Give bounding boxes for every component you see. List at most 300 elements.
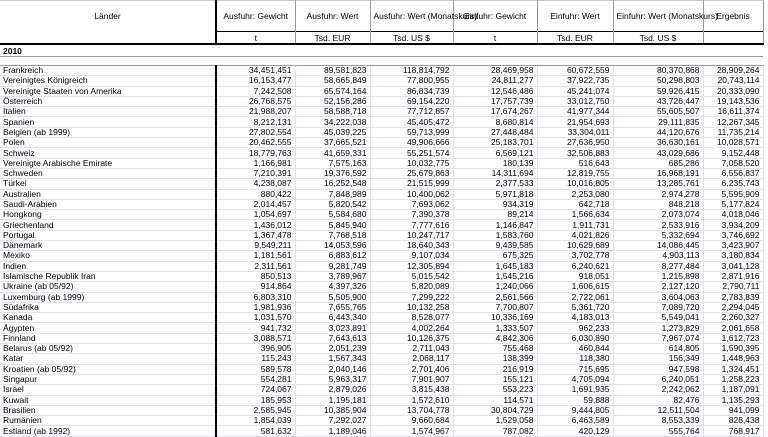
cell-ausfuhr-wert[interactable]: 1,195,181 (295, 395, 370, 405)
cell-ergebnis[interactable]: 20,743,114 (703, 76, 763, 86)
cell-ergebnis[interactable]: 19,143,536 (703, 96, 763, 106)
cell-einfuhr-wert[interactable]: 5,361,720 (537, 302, 613, 312)
cell-ergebnis[interactable]: 12,267,345 (703, 117, 763, 127)
cell-ausfuhr-gewicht[interactable]: 4,238,087 (216, 179, 295, 189)
cell-ausfuhr-wert-monatskurs[interactable]: 18,640,343 (370, 241, 453, 251)
cell-einfuhr-gewicht[interactable]: 5,971,818 (453, 189, 537, 199)
cell-einfuhr-wert[interactable]: 6,030,890 (537, 333, 613, 343)
cell-ausfuhr-wert[interactable]: 5,845,940 (295, 220, 370, 230)
cell-einfuhr-wert[interactable]: 37,922,735 (537, 76, 613, 86)
cell-einfuhr-gewicht[interactable]: 8,680,814 (453, 117, 537, 127)
cell-einfuhr-gewicht[interactable]: 89,214 (453, 210, 537, 220)
cell-land[interactable]: Belarus (ab 05/92) (0, 344, 216, 354)
cell-ausfuhr-wert[interactable]: 5,963,317 (295, 374, 370, 384)
cell-ausfuhr-wert-monatskurs[interactable]: 118,814,792 (370, 66, 453, 76)
cell-ausfuhr-wert-monatskurs[interactable]: 10,132,258 (370, 302, 453, 312)
cell-ausfuhr-wert[interactable]: 65,574,164 (295, 86, 370, 96)
cell-ergebnis[interactable]: 2,871,916 (703, 271, 763, 281)
cell-land[interactable]: Kuwait (0, 395, 216, 405)
cell-ausfuhr-wert[interactable]: 19,376,592 (295, 168, 370, 178)
header-ausfuhr-gewicht[interactable]: Ausfuhr: Gewicht (216, 1, 295, 32)
cell-einfuhr-wert-monatskurs[interactable]: 2,127,120 (613, 282, 703, 292)
cell-land[interactable]: Islamische Republik Iran (0, 271, 216, 281)
cell-einfuhr-gewicht[interactable]: 28,469,958 (453, 66, 537, 76)
header-einfuhr-wert[interactable]: Einfuhr: Wert (537, 1, 613, 32)
cell-ergebnis[interactable]: 6,556,837 (703, 168, 763, 178)
cell-einfuhr-wert[interactable]: 45,241,074 (537, 86, 613, 96)
year-label[interactable]: 2010 (0, 44, 763, 57)
cell-ausfuhr-gewicht[interactable]: 6,803,310 (216, 292, 295, 302)
cell-einfuhr-wert[interactable]: 460,844 (537, 344, 613, 354)
cell-einfuhr-gewicht[interactable]: 1,645,183 (453, 261, 537, 271)
header-einfuhr-wert-monatskurs[interactable]: Einfuhr: Wert (Monatskurs) (613, 1, 703, 32)
cell-ausfuhr-wert[interactable]: 41,659,331 (295, 148, 370, 158)
cell-ergebnis[interactable]: 11,735,214 (703, 127, 763, 137)
cell-ausfuhr-wert[interactable]: 7,848,989 (295, 189, 370, 199)
cell-ausfuhr-wert[interactable]: 58,588,718 (295, 107, 370, 117)
cell-einfuhr-wert-monatskurs[interactable]: 2,073,074 (613, 210, 703, 220)
cell-ausfuhr-wert[interactable]: 5,584,680 (295, 210, 370, 220)
cell-ausfuhr-gewicht[interactable]: 185,953 (216, 395, 295, 405)
cell-ergebnis[interactable]: 3,934,209 (703, 220, 763, 230)
cell-land[interactable]: Indien (0, 261, 216, 271)
cell-ausfuhr-wert-monatskurs[interactable]: 5,820,089 (370, 282, 453, 292)
cell-ergebnis[interactable]: 3,041,128 (703, 261, 763, 271)
cell-ausfuhr-gewicht[interactable]: 26,768,575 (216, 96, 295, 106)
cell-einfuhr-wert-monatskurs[interactable]: 6,240,051 (613, 374, 703, 384)
cell-ausfuhr-gewicht[interactable]: 1,367,478 (216, 230, 295, 240)
cell-land[interactable]: Österreich (0, 96, 216, 106)
cell-einfuhr-wert[interactable]: 2,722,061 (537, 292, 613, 302)
cell-ergebnis[interactable]: 6,235,743 (703, 179, 763, 189)
cell-einfuhr-gewicht[interactable]: 787,082 (453, 426, 537, 436)
cell-einfuhr-wert-monatskurs[interactable]: 614,805 (613, 344, 703, 354)
cell-einfuhr-wert-monatskurs[interactable]: 44,120,676 (613, 127, 703, 137)
cell-einfuhr-wert[interactable]: 32,506,883 (537, 148, 613, 158)
cell-einfuhr-wert[interactable]: 516,643 (537, 158, 613, 168)
cell-einfuhr-wert[interactable]: 6,240,621 (537, 261, 613, 271)
cell-ausfuhr-wert[interactable]: 7,768,518 (295, 230, 370, 240)
cell-einfuhr-wert-monatskurs[interactable]: 7,967,074 (613, 333, 703, 343)
cell-einfuhr-gewicht[interactable]: 25,183,701 (453, 138, 537, 148)
cell-einfuhr-wert[interactable]: 715,695 (537, 364, 613, 374)
cell-ergebnis[interactable]: 1,590,395 (703, 344, 763, 354)
cell-ergebnis[interactable]: 1,187,091 (703, 385, 763, 395)
cell-land[interactable]: Griechenland (0, 220, 216, 230)
cell-land[interactable]: Saudi-Arabien (0, 199, 216, 209)
cell-ausfuhr-gewicht[interactable]: 21,988,207 (216, 107, 295, 117)
cell-ausfuhr-wert-monatskurs[interactable]: 13,704,778 (370, 405, 453, 415)
cell-ausfuhr-gewicht[interactable]: 396,905 (216, 344, 295, 354)
cell-ergebnis[interactable]: 3,746,692 (703, 230, 763, 240)
cell-einfuhr-wert-monatskurs[interactable]: 2,242,062 (613, 385, 703, 395)
cell-ausfuhr-wert[interactable]: 16,252,548 (295, 179, 370, 189)
cell-ausfuhr-wert[interactable]: 2,040,146 (295, 364, 370, 374)
cell-ausfuhr-gewicht[interactable]: 34,451,451 (216, 66, 295, 76)
cell-land[interactable]: Schweden (0, 168, 216, 178)
cell-ausfuhr-wert-monatskurs[interactable]: 77,712,857 (370, 107, 453, 117)
cell-einfuhr-wert-monatskurs[interactable]: 5,549,041 (613, 313, 703, 323)
cell-ergebnis[interactable]: 828,438 (703, 416, 763, 426)
cell-ausfuhr-gewicht[interactable]: 1,166,981 (216, 158, 295, 168)
cell-ergebnis[interactable]: 7,058,520 (703, 158, 763, 168)
cell-ausfuhr-wert[interactable]: 45,039,225 (295, 127, 370, 137)
cell-ausfuhr-gewicht[interactable]: 2,585,945 (216, 405, 295, 415)
cell-ausfuhr-wert-monatskurs[interactable]: 10,247,717 (370, 230, 453, 240)
cell-land[interactable]: Rumänien (0, 416, 216, 426)
cell-einfuhr-gewicht[interactable]: 6,569,121 (453, 148, 537, 158)
cell-einfuhr-wert[interactable]: 59,888 (537, 395, 613, 405)
cell-land[interactable]: Vereinigtes Königreich (0, 76, 216, 86)
cell-einfuhr-wert[interactable]: 9,444,805 (537, 405, 613, 415)
cell-einfuhr-gewicht[interactable]: 1,240,066 (453, 282, 537, 292)
cell-einfuhr-wert[interactable]: 1,911,731 (537, 220, 613, 230)
header-ausfuhr-wert-monatskurs[interactable]: Ausfuhr: Wert (Monatskurs) (370, 1, 453, 32)
cell-ausfuhr-wert[interactable]: 7,655,765 (295, 302, 370, 312)
cell-ausfuhr-gewicht[interactable]: 2,311,561 (216, 261, 295, 271)
cell-ausfuhr-wert-monatskurs[interactable]: 45,405,472 (370, 117, 453, 127)
cell-ausfuhr-wert-monatskurs[interactable]: 8,528,077 (370, 313, 453, 323)
cell-land[interactable]: Frankreich (0, 66, 216, 76)
cell-einfuhr-wert[interactable]: 420,129 (537, 426, 613, 436)
cell-ausfuhr-wert[interactable]: 10,385,904 (295, 405, 370, 415)
cell-einfuhr-wert[interactable]: 41,977,344 (537, 107, 613, 117)
cell-einfuhr-gewicht[interactable]: 4,842,306 (453, 333, 537, 343)
cell-ergebnis[interactable]: 20,333,090 (703, 86, 763, 96)
cell-land[interactable]: Kroatien (ab 05/92) (0, 364, 216, 374)
cell-einfuhr-wert[interactable]: 918,051 (537, 271, 613, 281)
cell-einfuhr-wert[interactable]: 4,021,826 (537, 230, 613, 240)
cell-ergebnis[interactable]: 3,423,907 (703, 241, 763, 251)
cell-ausfuhr-wert[interactable]: 37,665,521 (295, 138, 370, 148)
cell-ergebnis[interactable]: 1,324,451 (703, 364, 763, 374)
cell-einfuhr-gewicht[interactable]: 1,583,760 (453, 230, 537, 240)
cell-land[interactable]: Vereinigte Arabische Emirate (0, 158, 216, 168)
cell-einfuhr-gewicht[interactable]: 17,757,739 (453, 96, 537, 106)
cell-ausfuhr-wert[interactable]: 14,053,596 (295, 241, 370, 251)
cell-land[interactable]: Südafrika (0, 302, 216, 312)
cell-einfuhr-wert-monatskurs[interactable]: 82,476 (613, 395, 703, 405)
cell-ausfuhr-wert-monatskurs[interactable]: 3,815,438 (370, 385, 453, 395)
cell-ausfuhr-gewicht[interactable]: 8,212,131 (216, 117, 295, 127)
cell-einfuhr-wert-monatskurs[interactable]: 13,285,761 (613, 179, 703, 189)
cell-ausfuhr-wert[interactable]: 2,879,026 (295, 385, 370, 395)
cell-einfuhr-wert[interactable]: 2,253,080 (537, 189, 613, 199)
cell-land[interactable]: Katar (0, 354, 216, 364)
cell-ausfuhr-wert-monatskurs[interactable]: 7,777,616 (370, 220, 453, 230)
cell-einfuhr-wert-monatskurs[interactable]: 50,298,803 (613, 76, 703, 86)
cell-land[interactable]: Dänemark (0, 241, 216, 251)
cell-einfuhr-wert-monatskurs[interactable]: 5,332,694 (613, 230, 703, 240)
cell-einfuhr-gewicht[interactable]: 934,319 (453, 199, 537, 209)
cell-einfuhr-wert[interactable]: 4,705,094 (537, 374, 613, 384)
cell-ausfuhr-gewicht[interactable]: 1,031,570 (216, 313, 295, 323)
cell-einfuhr-wert-monatskurs[interactable]: 8,277,484 (613, 261, 703, 271)
cell-ergebnis[interactable]: 4,018,046 (703, 210, 763, 220)
cell-land[interactable]: Estland (ab 1992) (0, 426, 216, 436)
cell-ergebnis[interactable]: 2,790,711 (703, 282, 763, 292)
cell-einfuhr-gewicht[interactable]: 30,804,729 (453, 405, 537, 415)
cell-ausfuhr-wert-monatskurs[interactable]: 1,572,610 (370, 395, 453, 405)
cell-einfuhr-gewicht[interactable]: 553,223 (453, 385, 537, 395)
cell-ergebnis[interactable]: 2,294,045 (703, 302, 763, 312)
cell-ausfuhr-gewicht[interactable]: 1,436,012 (216, 220, 295, 230)
cell-ausfuhr-wert-monatskurs[interactable]: 59,713,999 (370, 127, 453, 137)
cell-ergebnis[interactable]: 1,612,723 (703, 333, 763, 343)
cell-land[interactable]: Polen (0, 138, 216, 148)
cell-ausfuhr-wert[interactable]: 1,189,046 (295, 426, 370, 436)
cell-ausfuhr-wert[interactable]: 4,397,326 (295, 282, 370, 292)
cell-ausfuhr-wert[interactable]: 7,575,163 (295, 158, 370, 168)
cell-ausfuhr-gewicht[interactable]: 589,578 (216, 364, 295, 374)
cell-ergebnis[interactable]: 28,909,264 (703, 66, 763, 76)
cell-ausfuhr-gewicht[interactable]: 9,549,211 (216, 241, 295, 251)
cell-einfuhr-wert-monatskurs[interactable]: 685,286 (613, 158, 703, 168)
cell-einfuhr-gewicht[interactable]: 2,561,566 (453, 292, 537, 302)
cell-ausfuhr-gewicht[interactable]: 115,243 (216, 354, 295, 364)
cell-einfuhr-wert-monatskurs[interactable]: 4,903,113 (613, 251, 703, 261)
cell-einfuhr-wert[interactable]: 1,691,935 (537, 385, 613, 395)
cell-einfuhr-wert-monatskurs[interactable]: 55,605,507 (613, 107, 703, 117)
cell-land[interactable]: Hongkong (0, 210, 216, 220)
cell-einfuhr-wert-monatskurs[interactable]: 43,029,686 (613, 148, 703, 158)
cell-ausfuhr-wert-monatskurs[interactable]: 2,701,406 (370, 364, 453, 374)
cell-einfuhr-gewicht[interactable]: 7,700,807 (453, 302, 537, 312)
cell-einfuhr-wert[interactable]: 60,672,559 (537, 66, 613, 76)
cell-einfuhr-wert-monatskurs[interactable]: 1,215,898 (613, 271, 703, 281)
cell-ausfuhr-wert-monatskurs[interactable]: 10,032,775 (370, 158, 453, 168)
cell-ausfuhr-gewicht[interactable]: 7,242,508 (216, 86, 295, 96)
cell-einfuhr-gewicht[interactable]: 675,325 (453, 251, 537, 261)
cell-land[interactable]: Finnland (0, 333, 216, 343)
cell-land[interactable]: Mexiko (0, 251, 216, 261)
cell-ausfuhr-gewicht[interactable]: 880,422 (216, 189, 295, 199)
cell-land[interactable]: Vereinigte Staaten von Amerika (0, 86, 216, 96)
cell-ausfuhr-wert[interactable]: 3,023,891 (295, 323, 370, 333)
cell-ausfuhr-wert[interactable]: 34,222,038 (295, 117, 370, 127)
cell-einfuhr-gewicht[interactable]: 138,399 (453, 354, 537, 364)
cell-einfuhr-wert-monatskurs[interactable]: 1,273,829 (613, 323, 703, 333)
cell-einfuhr-wert-monatskurs[interactable]: 16,968,191 (613, 168, 703, 178)
cell-einfuhr-wert-monatskurs[interactable]: 36,630,161 (613, 138, 703, 148)
cell-ergebnis[interactable]: 5,177,824 (703, 199, 763, 209)
cell-einfuhr-gewicht[interactable]: 216,919 (453, 364, 537, 374)
cell-einfuhr-wert[interactable]: 33,304,011 (537, 127, 613, 137)
cell-ergebnis[interactable]: 2,783,839 (703, 292, 763, 302)
cell-ausfuhr-wert-monatskurs[interactable]: 2,068,117 (370, 354, 453, 364)
cell-einfuhr-wert-monatskurs[interactable]: 14,086,445 (613, 241, 703, 251)
cell-einfuhr-wert[interactable]: 3,702,778 (537, 251, 613, 261)
cell-einfuhr-wert-monatskurs[interactable]: 947,598 (613, 364, 703, 374)
cell-einfuhr-wert-monatskurs[interactable]: 29,111,835 (613, 117, 703, 127)
cell-land[interactable]: Türkei (0, 179, 216, 189)
table-row (0, 271, 763, 281)
cell-land[interactable]: Brasilien (0, 405, 216, 415)
cell-ausfuhr-gewicht[interactable]: 18,779,763 (216, 148, 295, 158)
cell-ausfuhr-wert-monatskurs[interactable]: 7,901,907 (370, 374, 453, 384)
cell-einfuhr-gewicht[interactable]: 1,333,507 (453, 323, 537, 333)
cell-land[interactable]: Singapur (0, 374, 216, 384)
cell-einfuhr-gewicht[interactable]: 14,311,694 (453, 168, 537, 178)
cell-ausfuhr-wert[interactable]: 58,665,849 (295, 76, 370, 86)
cell-ausfuhr-wert[interactable]: 89,581,823 (295, 66, 370, 76)
cell-ergebnis[interactable]: 1,258,223 (703, 374, 763, 384)
cell-land[interactable]: Spanien (0, 117, 216, 127)
cell-einfuhr-wert-monatskurs[interactable]: 7,089,720 (613, 302, 703, 312)
cell-ausfuhr-gewicht[interactable]: 914,864 (216, 282, 295, 292)
cell-einfuhr-gewicht[interactable]: 155,121 (453, 374, 537, 384)
cell-ausfuhr-gewicht[interactable]: 3,088,571 (216, 333, 295, 343)
cell-einfuhr-wert[interactable]: 118,380 (537, 354, 613, 364)
cell-ausfuhr-wert[interactable]: 1,567,343 (295, 354, 370, 364)
cell-ausfuhr-wert-monatskurs[interactable]: 21,515,999 (370, 179, 453, 189)
cell-land[interactable]: Portugal (0, 230, 216, 240)
cell-ausfuhr-wert-monatskurs[interactable]: 86,834,739 (370, 86, 453, 96)
cell-einfuhr-wert-monatskurs[interactable]: 43,726,447 (613, 96, 703, 106)
cell-einfuhr-wert[interactable]: 33,012,750 (537, 96, 613, 106)
cell-ausfuhr-wert-monatskurs[interactable]: 12,305,894 (370, 261, 453, 271)
cell-ergebnis[interactable]: 941,099 (703, 405, 763, 415)
cell-land[interactable]: Ägypten (0, 323, 216, 333)
cell-ausfuhr-gewicht[interactable]: 27,802,554 (216, 127, 295, 137)
cell-ausfuhr-wert[interactable]: 52,156,286 (295, 96, 370, 106)
cell-ausfuhr-gewicht[interactable]: 2,014,457 (216, 199, 295, 209)
cell-einfuhr-gewicht[interactable]: 755,468 (453, 344, 537, 354)
cell-einfuhr-wert[interactable]: 6,463,589 (537, 416, 613, 426)
cell-einfuhr-gewicht[interactable]: 114,571 (453, 395, 537, 405)
cell-ausfuhr-wert[interactable]: 5,505,900 (295, 292, 370, 302)
cell-ausfuhr-gewicht[interactable]: 554,281 (216, 374, 295, 384)
cell-ausfuhr-gewicht[interactable]: 1,981,936 (216, 302, 295, 312)
cell-einfuhr-gewicht[interactable]: 24,811,277 (453, 76, 537, 86)
cell-ausfuhr-wert-monatskurs[interactable]: 10,126,375 (370, 333, 453, 343)
cell-land[interactable]: Luxemburg (ab 1999) (0, 292, 216, 302)
cell-einfuhr-gewicht[interactable]: 180,139 (453, 158, 537, 168)
cell-land[interactable]: Israel (0, 385, 216, 395)
cell-einfuhr-wert-monatskurs[interactable]: 156,349 (613, 354, 703, 364)
cell-land[interactable]: Schweiz (0, 148, 216, 158)
cell-einfuhr-wert[interactable]: 21,954,693 (537, 117, 613, 127)
cell-einfuhr-wert-monatskurs[interactable]: 3,604,063 (613, 292, 703, 302)
cell-ergebnis[interactable]: 2,260,327 (703, 313, 763, 323)
cell-ergebnis[interactable]: 16,611,374 (703, 107, 763, 117)
cell-ausfuhr-wert-monatskurs[interactable]: 4,002,264 (370, 323, 453, 333)
cell-einfuhr-wert[interactable]: 10,016,805 (537, 179, 613, 189)
cell-einfuhr-gewicht[interactable]: 1,146,847 (453, 220, 537, 230)
header-ausfuhr-wert[interactable]: Ausfuhr: Wert (295, 1, 370, 32)
cell-land[interactable]: Kanada (0, 313, 216, 323)
cell-ausfuhr-wert[interactable]: 5,820,542 (295, 199, 370, 209)
cell-ausfuhr-wert-monatskurs[interactable]: 77,800,955 (370, 76, 453, 86)
blank-cell[interactable] (0, 57, 763, 66)
cell-einfuhr-wert[interactable]: 1,606,615 (537, 282, 613, 292)
cell-ausfuhr-wert-monatskurs[interactable]: 2,711,043 (370, 344, 453, 354)
cell-ausfuhr-wert-monatskurs[interactable]: 1,574,967 (370, 426, 453, 436)
cell-ausfuhr-gewicht[interactable]: 20,462,555 (216, 138, 295, 148)
cell-ausfuhr-wert-monatskurs[interactable]: 55,251,574 (370, 148, 453, 158)
cell-ergebnis[interactable]: 9,152,448 (703, 148, 763, 158)
cell-einfuhr-wert[interactable]: 27,636,950 (537, 138, 613, 148)
cell-einfuhr-gewicht[interactable]: 9,439,585 (453, 241, 537, 251)
cell-ausfuhr-wert[interactable]: 7,292,027 (295, 416, 370, 426)
cell-einfuhr-wert-monatskurs[interactable]: 2,974,278 (613, 189, 703, 199)
header-ergebnis[interactable]: Ergebnis (703, 1, 763, 32)
cell-einfuhr-wert[interactable]: 4,183,013 (537, 313, 613, 323)
cell-land[interactable]: Italien (0, 107, 216, 117)
cell-ausfuhr-wert[interactable]: 3,789,967 (295, 271, 370, 281)
cell-ergebnis[interactable]: 3,180,834 (703, 251, 763, 261)
cell-ausfuhr-wert[interactable]: 7,643,613 (295, 333, 370, 343)
cell-einfuhr-wert-monatskurs[interactable]: 8,553,339 (613, 416, 703, 426)
cell-ergebnis[interactable]: 5,595,909 (703, 189, 763, 199)
cell-ausfuhr-gewicht[interactable]: 7,210,391 (216, 168, 295, 178)
cell-ausfuhr-wert-monatskurs[interactable]: 7,390,378 (370, 210, 453, 220)
cell-land[interactable]: Ukraine (ab 05/92) (0, 282, 216, 292)
cell-ausfuhr-gewicht[interactable]: 16,153,477 (216, 76, 295, 86)
cell-ausfuhr-gewicht[interactable]: 1,854,039 (216, 416, 295, 426)
cell-einfuhr-wert-monatskurs[interactable]: 848,218 (613, 199, 703, 209)
cell-einfuhr-gewicht[interactable]: 1,545,216 (453, 271, 537, 281)
cell-ergebnis[interactable]: 2,061,658 (703, 323, 763, 333)
cell-ausfuhr-gewicht[interactable]: 941,732 (216, 323, 295, 333)
cell-ausfuhr-gewicht[interactable]: 1,054,697 (216, 210, 295, 220)
header-einfuhr-gewicht[interactable]: Einfuhr: Gewicht (453, 1, 537, 32)
cell-einfuhr-gewicht[interactable]: 1,529,058 (453, 416, 537, 426)
cell-einfuhr-gewicht[interactable]: 17,674,267 (453, 107, 537, 117)
cell-ausfuhr-wert-monatskurs[interactable]: 9,660,684 (370, 416, 453, 426)
cell-ausfuhr-wert[interactable]: 6,883,612 (295, 251, 370, 261)
cell-ausfuhr-wert-monatskurs[interactable]: 10,400,062 (370, 189, 453, 199)
table-row (0, 199, 763, 209)
cell-ergebnis[interactable]: 10,028,571 (703, 138, 763, 148)
cell-einfuhr-wert[interactable]: 1,566,634 (537, 210, 613, 220)
cell-ausfuhr-gewicht[interactable]: 850,513 (216, 271, 295, 281)
cell-einfuhr-wert[interactable]: 642,718 (537, 199, 613, 209)
cell-ausfuhr-gewicht[interactable]: 581,632 (216, 426, 295, 436)
cell-ergebnis[interactable]: 1,135,293 (703, 395, 763, 405)
cell-einfuhr-wert-monatskurs[interactable]: 12,511,504 (613, 405, 703, 415)
cell-einfuhr-wert-monatskurs[interactable]: 555,764 (613, 426, 703, 436)
cell-ausfuhr-wert[interactable]: 2,051,239 (295, 344, 370, 354)
cell-ergebnis[interactable]: 1,448,963 (703, 354, 763, 364)
cell-einfuhr-wert-monatskurs[interactable]: 80,370,868 (613, 66, 703, 76)
cell-ausfuhr-wert-monatskurs[interactable]: 69,154,220 (370, 96, 453, 106)
header-laender[interactable]: Länder (0, 1, 216, 32)
cell-ausfuhr-wert-monatskurs[interactable]: 7,299,222 (370, 292, 453, 302)
cell-land[interactable]: Belgien (ab 1999) (0, 127, 216, 137)
cell-ausfuhr-wert-monatskurs[interactable]: 25,679,863 (370, 168, 453, 178)
cell-einfuhr-wert-monatskurs[interactable]: 59,926,415 (613, 86, 703, 96)
cell-ausfuhr-wert-monatskurs[interactable]: 5,015,542 (370, 271, 453, 281)
cell-einfuhr-wert-monatskurs[interactable]: 2,533,916 (613, 220, 703, 230)
cell-ausfuhr-wert-monatskurs[interactable]: 9,107,034 (370, 251, 453, 261)
cell-ergebnis[interactable]: 768,917 (703, 426, 763, 436)
cell-land[interactable]: Australien (0, 189, 216, 199)
cell-ausfuhr-wert[interactable]: 9,281,749 (295, 261, 370, 271)
cell-einfuhr-gewicht[interactable]: 27,448,484 (453, 127, 537, 137)
cell-ausfuhr-wert[interactable]: 6,443,340 (295, 313, 370, 323)
cell-ausfuhr-gewicht[interactable]: 1,181,561 (216, 251, 295, 261)
cell-einfuhr-wert[interactable]: 10,629,689 (537, 241, 613, 251)
cell-einfuhr-gewicht[interactable]: 12,546,486 (453, 86, 537, 96)
cell-ausfuhr-wert-monatskurs[interactable]: 49,906,666 (370, 138, 453, 148)
cell-einfuhr-gewicht[interactable]: 10,336,169 (453, 313, 537, 323)
cell-ausfuhr-wert-monatskurs[interactable]: 7,693,062 (370, 199, 453, 209)
cell-einfuhr-wert[interactable]: 12,819,755 (537, 168, 613, 178)
cell-ausfuhr-gewicht[interactable]: 724,067 (216, 385, 295, 395)
cell-einfuhr-wert[interactable]: 962,233 (537, 323, 613, 333)
cell-einfuhr-gewicht[interactable]: 2,377,533 (453, 179, 537, 189)
